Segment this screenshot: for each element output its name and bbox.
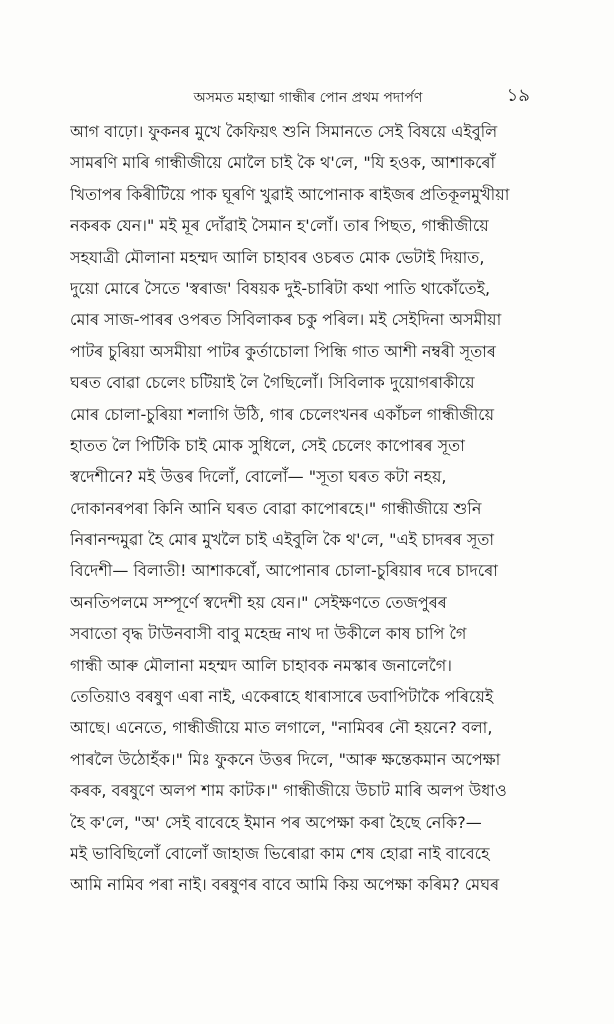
text-line: খিতাপৰ কিৰীটিয়ে পাক ঘূৰণি খুৱাই আপোনাক ৰাইজৰ প্ৰতিকূলমুখীয়া bbox=[70, 184, 510, 204]
text-line: আগ বাঢ়ো। ফুকনৰ মুখে কৈফিয়ৎ শুনি সিমানতে সেই বিষয়ে এইবুলি bbox=[70, 122, 498, 141]
text-line: মোৰ সাজ-পাৰৰ ওপৰত সিবিলাকৰ চকু পৰিল। মই সেইদিনা অসমীয়া bbox=[70, 310, 502, 330]
text-line: আমি নামিব পৰা নাই। বৰষুণৰ বাবে আমি কিয় অপেক্ষা কৰিম? মেঘৰ bbox=[70, 875, 500, 895]
text-line: হাতত লৈ পিটিকি চাই মোক সুধিলে, সেই চেলেং কাপোৰৰ সূতা bbox=[70, 435, 465, 455]
text-line: অনতিপলমে সম্পূৰ্ণে স্বদেশী হয় যেন।" সেইক্ষণতে তেজপুৰৰ bbox=[70, 592, 447, 612]
text-line: মই ভাবিছিলোঁ বোলোঁ জাহাজ ভিৰোৱা কাম শেষ হোৱা নাই বাবেহে bbox=[70, 843, 490, 863]
text-line: তেতিয়াও বৰষুণ এৰা নাই, একেৰাহে ধাৰাসাৰে ডবাপিটাকৈ পৰিয়েই bbox=[70, 687, 494, 707]
page-number: ১৯ bbox=[506, 85, 530, 106]
text-line: হৈ ক'লে, "অ' সেই বাবেহে ইমান পৰ অপেক্ষা কৰা হৈছে নেকি?— bbox=[70, 812, 482, 832]
text-line: ঘৰত বোৱা চেলেং চটিয়াই লৈ গৈছিলোঁ। সিবিলাক দুয়োগৰাকীয়ে bbox=[70, 373, 475, 393]
text-line: সহযাত্ৰী মৌলানা মহম্মদ আলি চাহাবৰ ওচৰত মোক ভেটাই দিয়াত, bbox=[70, 247, 485, 267]
text-line: সবাতো বৃদ্ধ টাউনবাসী বাবু মহেন্দ্ৰ নাথ দা উকীলে কাষ চাপি গৈ bbox=[70, 624, 467, 644]
text-line: স্বদেশীনে? মই উত্তৰ দিলোঁ, বোলোঁ— "সূতা ঘৰত কটা নহয়, bbox=[70, 467, 447, 487]
text-line: কৰক, বৰষুণে অলপ শাম কাটক।" গান্ধীজীয়ে উচাট মাৰি অলপ উধাও bbox=[70, 781, 507, 801]
text-line: সামৰণি মাৰি গান্ধীজীয়ে মোলৈ চাই কৈ থ'লে, "যি হওক, আশাকৰোঁ bbox=[70, 153, 496, 173]
text-line: গান্ধী আৰু মৌলানা মহম্মদ আলি চাহাবক নমস্কাৰ জনালেগৈ। bbox=[70, 655, 452, 675]
text-line: মোৰ চোলা-চুৰিয়া শলাগি উঠি, গাৰ চেলেংখনৰ একাঁচল গান্ধীজীয়ে bbox=[70, 404, 495, 424]
text-line: দোকানৰপৰা কিনি আনি ঘৰত বোৱা কাপোৰহে।" গান্ধীজীয়ে শুনি bbox=[70, 498, 482, 518]
text-line: বিদেশী— বিলাতী! আশাকৰোঁ, আপোনাৰ চোলা-চুৰিয়াৰ দৰে চাদৰো bbox=[70, 561, 498, 581]
text-line: পাৰলৈ উঠোহঁক।" মিঃ ফুকনে উত্তৰ দিলে, "আৰু ক্ষন্তেকমান অপেক্ষা bbox=[70, 749, 501, 769]
text-line: নিৰানন্দমুৱা হৈ মোৰ মুখলৈ চাই এইবুলি কৈ থ'লে, "এই চাদৰৰ সূতা bbox=[70, 530, 495, 550]
text-line: নকৰক যেন।" মই মূৰ দোঁৱাই সৈমান হ'লোঁ। তাৰ পিছত, গান্ধীজীয়ে bbox=[70, 216, 489, 236]
text-line: পাটৰ চুৰিয়া অসমীয়া পাটৰ কুৰ্তাচোলা পিন্ধি গাত আশী নম্বৰী সূতাৰ bbox=[70, 341, 496, 361]
text-line: দুয়ো মোৰে সৈতে 'স্বৰাজ' বিষয়ক দুই-চাৰিটা কথা পাতি থাকোঁতেই, bbox=[70, 278, 491, 298]
body-text bbox=[70, 116, 550, 901]
running-header-title: অসমত মহাত্মা গান্ধীৰ পোন প্ৰথম পদাৰ্পণ bbox=[193, 90, 423, 106]
text-line: আছে। এনেতে, গান্ধীজীয়ে মাত লগালে, "নামিবৰ নৌ হয়নে? বলা, bbox=[70, 718, 493, 738]
